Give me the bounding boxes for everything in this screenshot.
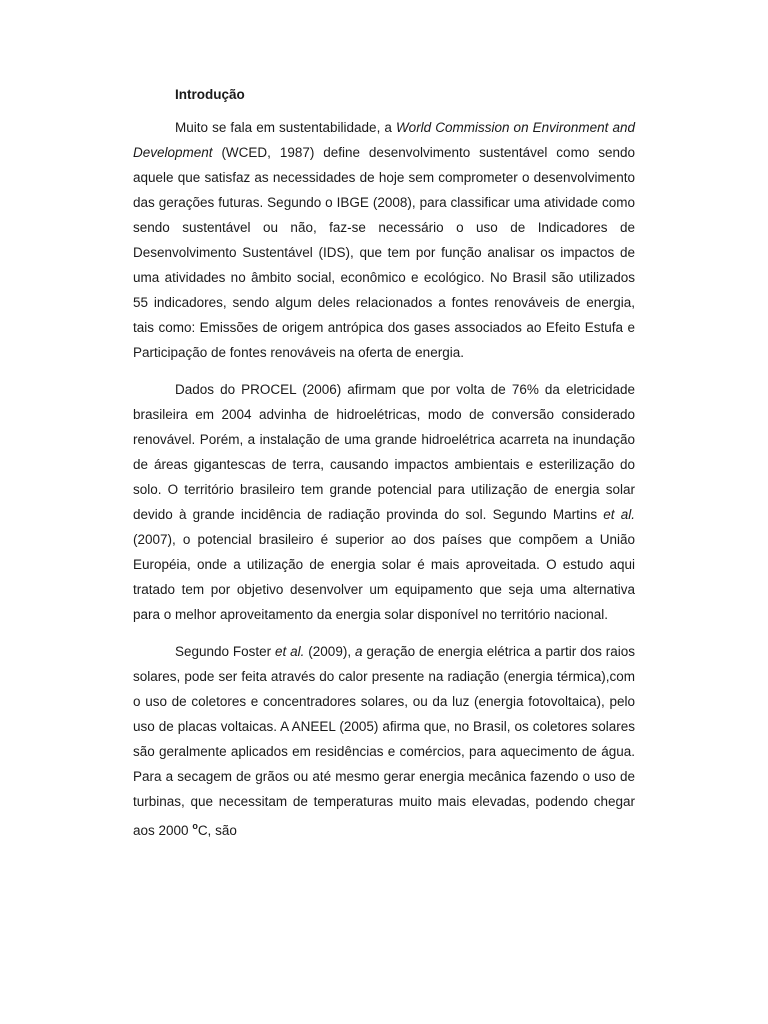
paragraph-3 (133, 639, 635, 843)
paragraph-1 (133, 115, 635, 365)
p1-text-c: (WCED, 1987) define desenvolvimento sustentável como sendo aquele que satisfaz as necessidades de hoje sem comprometer o desenvolvimento das gerações futuras. Segundo o IBGE (2008), para classificar uma atividade como sendo sustentável ou não, faz-se necessário o uso de Indicadores de Desenvolvimento Sustentável (IDS), que tem por função analisar os impactos de uma atividades no âmbito social, econômico e ecológico. No Brasil são utilizados 55 indicadores, sendo algum deles relacionados a fontes renováveis de energia, tais como: Emissões de origem antrópica dos gases associados ao Efeito Estufa e Participação de fontes renováveis na oferta de energia. (133, 145, 635, 360)
p3-text-f: C, são (197, 823, 237, 838)
p3-italic-a: a (354, 644, 363, 659)
p1-text-a: Muito se fala em sustentabilidade, a (175, 120, 396, 135)
section-heading: Introdução (175, 87, 245, 102)
p2-text-a: Dados do PROCEL (2006) afirmam que por volta de 76% da eletricidade brasileira em 2004 advinha de hidroelétricas, modo de conversão considerado renovável. Porém, a instalação de uma grande hidroelétrica acarreta na inundação de áreas gigantescas de terra, causando impactos ambientais e esterilização do solo. O território brasileiro tem grande potencial para utilização de energia solar devido à grande incidência de radiação provinda do sol. Segundo Martins (133, 382, 635, 522)
p2-text-c: (2007), o potencial brasileiro é superior ao dos países que compõem a União Européia, onde a utilização de energia solar é mais aproveitada. O estudo aqui tratado tem por objetivo desenvolver um equipamento que seja uma alternativa para o melhor aproveitamento da energia solar disponível no território nacional. (133, 532, 635, 622)
p3-italic-etal: et al. (275, 644, 305, 659)
p1-italic-wced: World Commission on Environment and Development (133, 120, 635, 160)
p2-italic-etal: et al. (603, 507, 635, 522)
degree-superscript: o (192, 821, 198, 831)
p3-text-c: (2009), (304, 644, 355, 659)
p3-text-a: Segundo Foster (175, 644, 276, 659)
p3-text-e: geração de energia elétrica a partir dos raios solares, pode ser feita através do calor presente na radiação (energia térmica),com o uso de coletores e concentradores solares, ou da luz (energia fotovoltaica), pelo uso de placas voltaicas. A ANEEL (2005) afirma que, no Brasil, os coletores solares são geralmente aplicados em residências e comércios, para aquecimento de água. Para a secagem de grãos ou até mesmo gerar energia mecânica fazendo o uso de turbinas, que necessitam de temperaturas muito mais elevadas, podendo chegar aos 2000 (133, 644, 635, 838)
paragraph-2 (133, 377, 635, 627)
